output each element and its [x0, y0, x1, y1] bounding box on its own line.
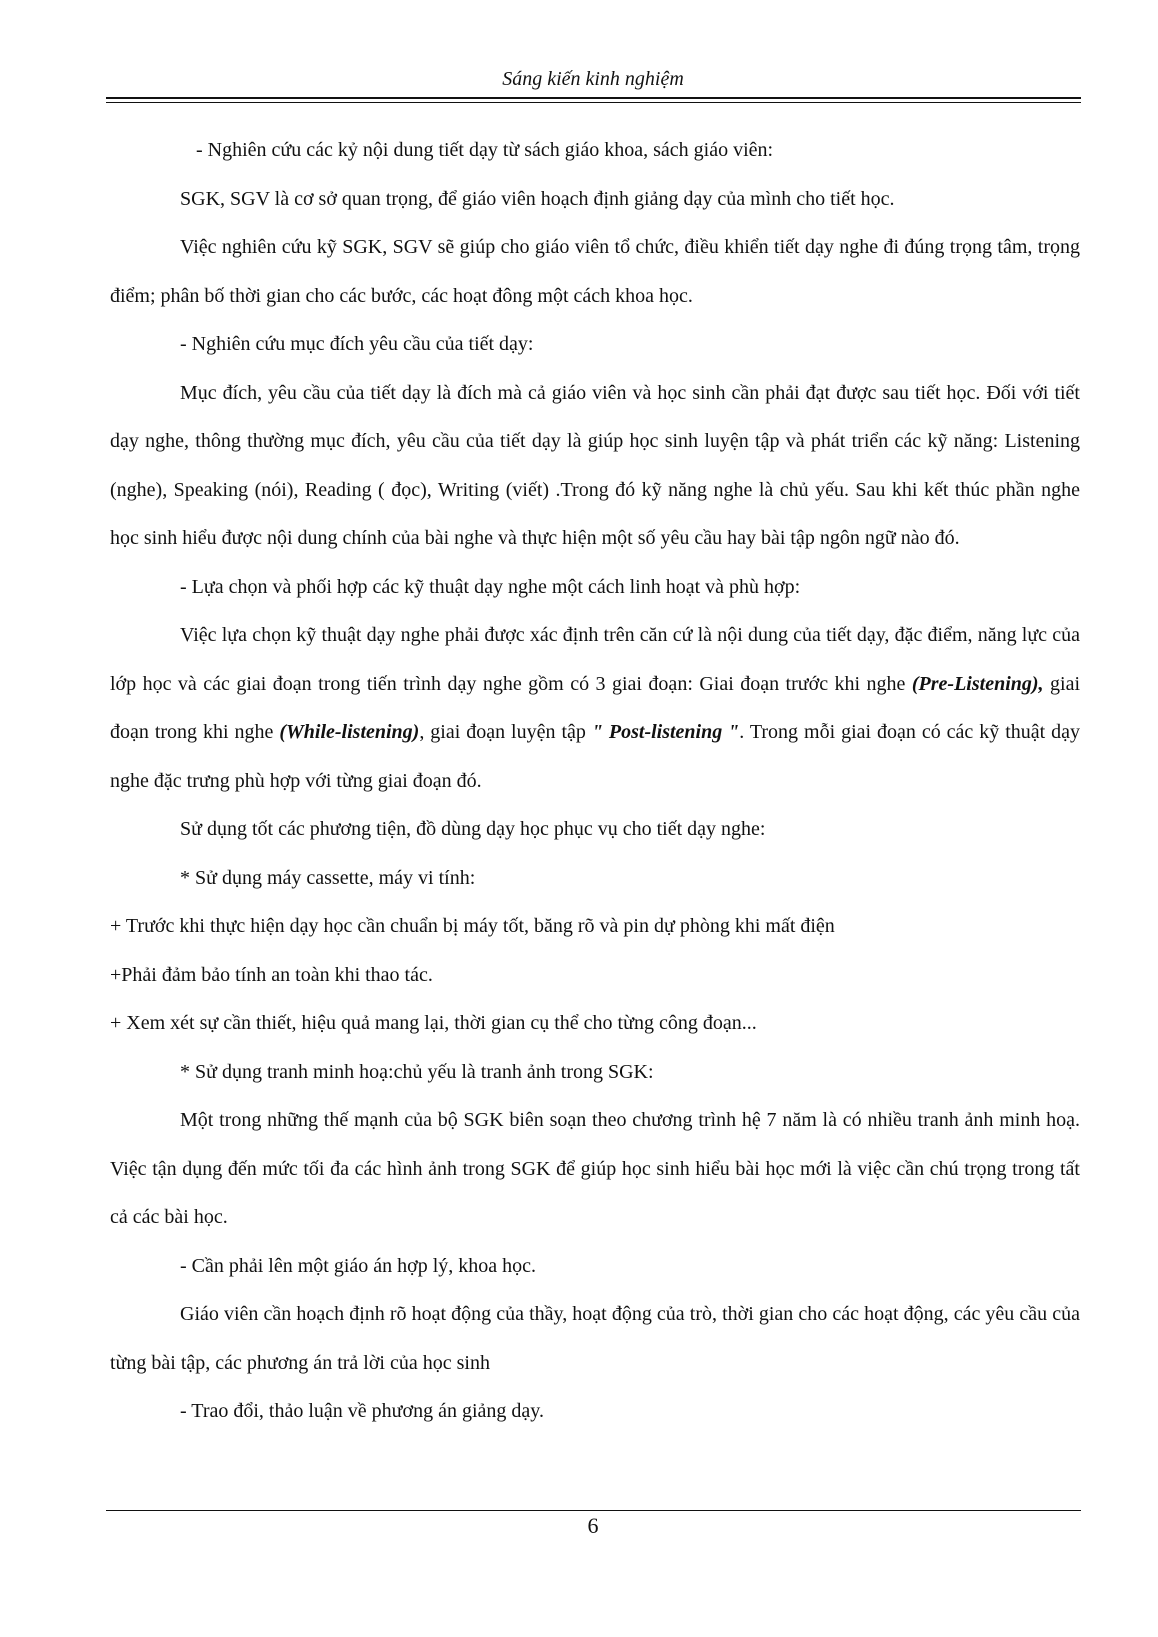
- header-title: Sáng kiến kinh nghiệm: [502, 68, 684, 90]
- document-body: [110, 126, 1080, 1436]
- footer-rule: [106, 1510, 1081, 1511]
- paragraph: + Trước khi thực hiện dạy học cần chuẩn bị máy tốt, băng rõ và pin dự phòng khi mất điện: [110, 915, 835, 937]
- emphasis-pre-listening: (Pre-Listening),: [911, 672, 1044, 695]
- header-rule-thick: [106, 97, 1081, 99]
- paragraph: - Nghiên cứu mục đích yêu cầu của tiết dạy:: [180, 333, 534, 355]
- paragraph: Giáo viên cần hoạch định rõ hoạt động của thầy, hoạt động của trò, thời gian cho các hoạt động, các yêu cầu của từng bài tập, các phương án trả lời của học sinh: [110, 1303, 1080, 1374]
- text-run: . Trong mỗi giai đoạn có các kỹ thuật dạy nghe đặc trưng phù hợp với từng giai đoạn đó.: [110, 721, 1081, 792]
- paragraph: - Lựa chọn và phối hợp các kỹ thuật dạy nghe một cách linh hoạt và phù hợp:: [180, 575, 801, 598]
- paragraph: * Sử dụng tranh minh hoạ:chủ yếu là tranh ảnh trong SGK:: [180, 1060, 654, 1083]
- page-number: 6: [587, 1513, 599, 1538]
- text-run: Việc lựa chọn kỹ thuật dạy nghe phải được xác định trên căn cứ là nội dung của tiết dạy, đặc điểm, năng lực của lớp học và các giai đoạn trong tiến trình dạy nghe gồm có 3 giai đoạn: Giai đoạn trước khi nghe: [110, 624, 1080, 695]
- header-rule-thin: [106, 102, 1081, 103]
- paragraph: + Xem xét sự cần thiết, hiệu quả mang lại, thời gian cụ thể cho từng công đoạn...: [110, 1012, 757, 1034]
- paragraph: * Sử dụng máy cassette, máy vi tính:: [180, 866, 476, 889]
- emphasis-while-listening: (While-listening): [279, 721, 420, 743]
- paragraph: Mục đích, yêu cầu của tiết dạy là đích mà cả giáo viên và học sinh cần phải đạt được sau tiết học. Đối với tiết dạy nghe, thông thường mục đích, yêu cầu của tiết dạy là giúp học sinh luyện tập và phát triển các kỹ năng: Listening (nghe), Speaking (nói), Reading ( đọc), Writing (viết) .Trong đó kỹ năng nghe là chủ yếu. Sau khi kết thúc phần nghe học sinh hiểu được nội dung chính của bài nghe và thực hiện một số yêu cầu hay bài tập ngôn ngữ nào đó.: [110, 381, 1080, 549]
- paragraph: SGK, SGV là cơ sở quan trọng, để giáo viên hoạch định giảng dạy của mình cho tiết học.: [180, 187, 895, 210]
- paragraph: - Trao đổi, thảo luận về phương án giảng dạy.: [180, 1400, 544, 1422]
- paragraph-stages: [110, 611, 1080, 805]
- paragraph: Một trong những thế mạnh của bộ SGK biên soạn theo chương trình hệ 7 năm là có nhiều tranh ảnh minh hoạ. Việc tận dụng đến mức tối đa các hình ảnh trong SGK để giúp học sinh hiểu bài học mới là việc cần chú trọng trong tất cả các bài học.: [110, 1109, 1080, 1228]
- paragraph: - Cần phải lên một giáo án hợp lý, khoa học.: [180, 1254, 537, 1277]
- paragraph: +Phải đảm bảo tính an toàn khi thao tác.: [110, 963, 433, 986]
- emphasis-post-listening: " Post-listening ": [591, 721, 740, 743]
- paragraph: - Nghiên cứu các kỷ nội dung tiết dạy từ sách giáo khoa, sách giáo viên:: [196, 139, 774, 161]
- text-run: , giai đoạn luyện tập: [419, 721, 592, 743]
- paragraph: Sử dụng tốt các phương tiện, đồ dùng dạy học phục vụ cho tiết dạy nghe:: [180, 818, 766, 840]
- paragraph: Việc nghiên cứu kỹ SGK, SGV sẽ giúp cho giáo viên tổ chức, điều khiển tiết dạy nghe đi đúng trọng tâm, trọng điểm; phân bố thời gian cho các bước, các hoạt đông một cách khoa học.: [110, 236, 1080, 307]
- text-run: giai đoạn trong khi nghe: [110, 672, 1080, 743]
